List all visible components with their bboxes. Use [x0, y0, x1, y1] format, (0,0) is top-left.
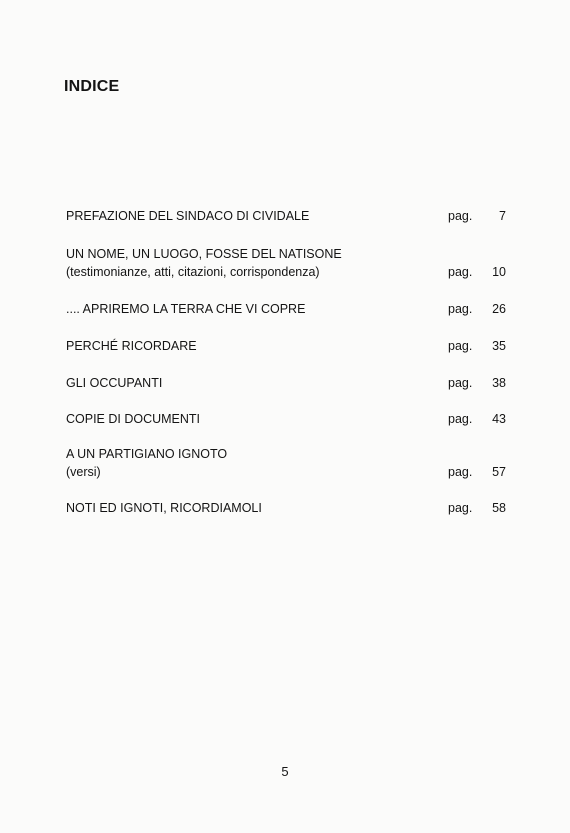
toc-entry-page-number: 43 [492, 412, 506, 426]
toc-entry-title: PERCHÉ RICORDARE [66, 339, 197, 353]
toc-entry-title: A UN PARTIGIANO IGNOTO [66, 447, 228, 461]
toc-entry-page-number: 10 [492, 265, 506, 279]
table-of-contents [66, 207, 506, 517]
toc-entry [66, 374, 506, 392]
toc-entry-pag-label: pag. [448, 265, 473, 279]
toc-entry-title: PREFAZIONE DEL SINDACO DI CIVIDALE [66, 209, 310, 223]
toc-entry [66, 499, 506, 517]
toc-entry-pag-label: pag. [448, 376, 473, 390]
toc-entry [66, 445, 506, 481]
toc-entry-title: .... APRIREMO LA TERRA CHE VI COPRE [66, 302, 306, 316]
toc-entry-page-number: 57 [492, 465, 506, 479]
toc-entry-title: COPIE DI DOCUMENTI [66, 412, 201, 426]
toc-entry-pag-label: pag. [448, 302, 473, 316]
toc-entry [66, 245, 506, 281]
toc-entry-page-number: 26 [492, 302, 506, 316]
toc-entry-page-ref [448, 263, 506, 281]
page-number: 5 [281, 764, 289, 779]
toc-entry-page-ref [448, 410, 506, 428]
toc-entry-pag-label: pag. [448, 209, 473, 223]
toc-entry [66, 337, 506, 355]
toc-entry-page-number: 35 [492, 339, 506, 353]
toc-entry-pag-label: pag. [448, 339, 473, 353]
toc-entry-title: NOTI ED IGNOTI, RICORDIAMOLI [66, 501, 262, 515]
toc-entry-pag-label: pag. [448, 501, 473, 515]
toc-entry-page-ref [448, 374, 506, 392]
toc-entry-page-ref [448, 300, 506, 318]
toc-entry [66, 300, 506, 318]
toc-entry-title: GLI OCCUPANTI [66, 376, 163, 390]
toc-entry-subtitle: (testimonianze, atti, citazioni, corrispondenza) [66, 265, 320, 279]
toc-entry-subtitle: (versi) [66, 465, 101, 479]
toc-entry-title: UN NOME, UN LUOGO, FOSSE DEL NATISONE [66, 247, 342, 261]
toc-entry-page-ref [448, 499, 506, 517]
page-title: INDICE [64, 78, 120, 95]
toc-entry-pag-label: pag. [448, 412, 473, 426]
toc-entry-page-ref [448, 463, 506, 481]
toc-entry [66, 410, 506, 428]
toc-entry [66, 207, 506, 225]
toc-entry-page-number: 7 [499, 209, 506, 223]
toc-entry-page-number: 38 [492, 376, 506, 390]
toc-entry-page-ref [448, 207, 506, 225]
toc-entry-page-number: 58 [492, 501, 506, 515]
toc-entry-page-ref [448, 337, 506, 355]
toc-entry-pag-label: pag. [448, 465, 473, 479]
